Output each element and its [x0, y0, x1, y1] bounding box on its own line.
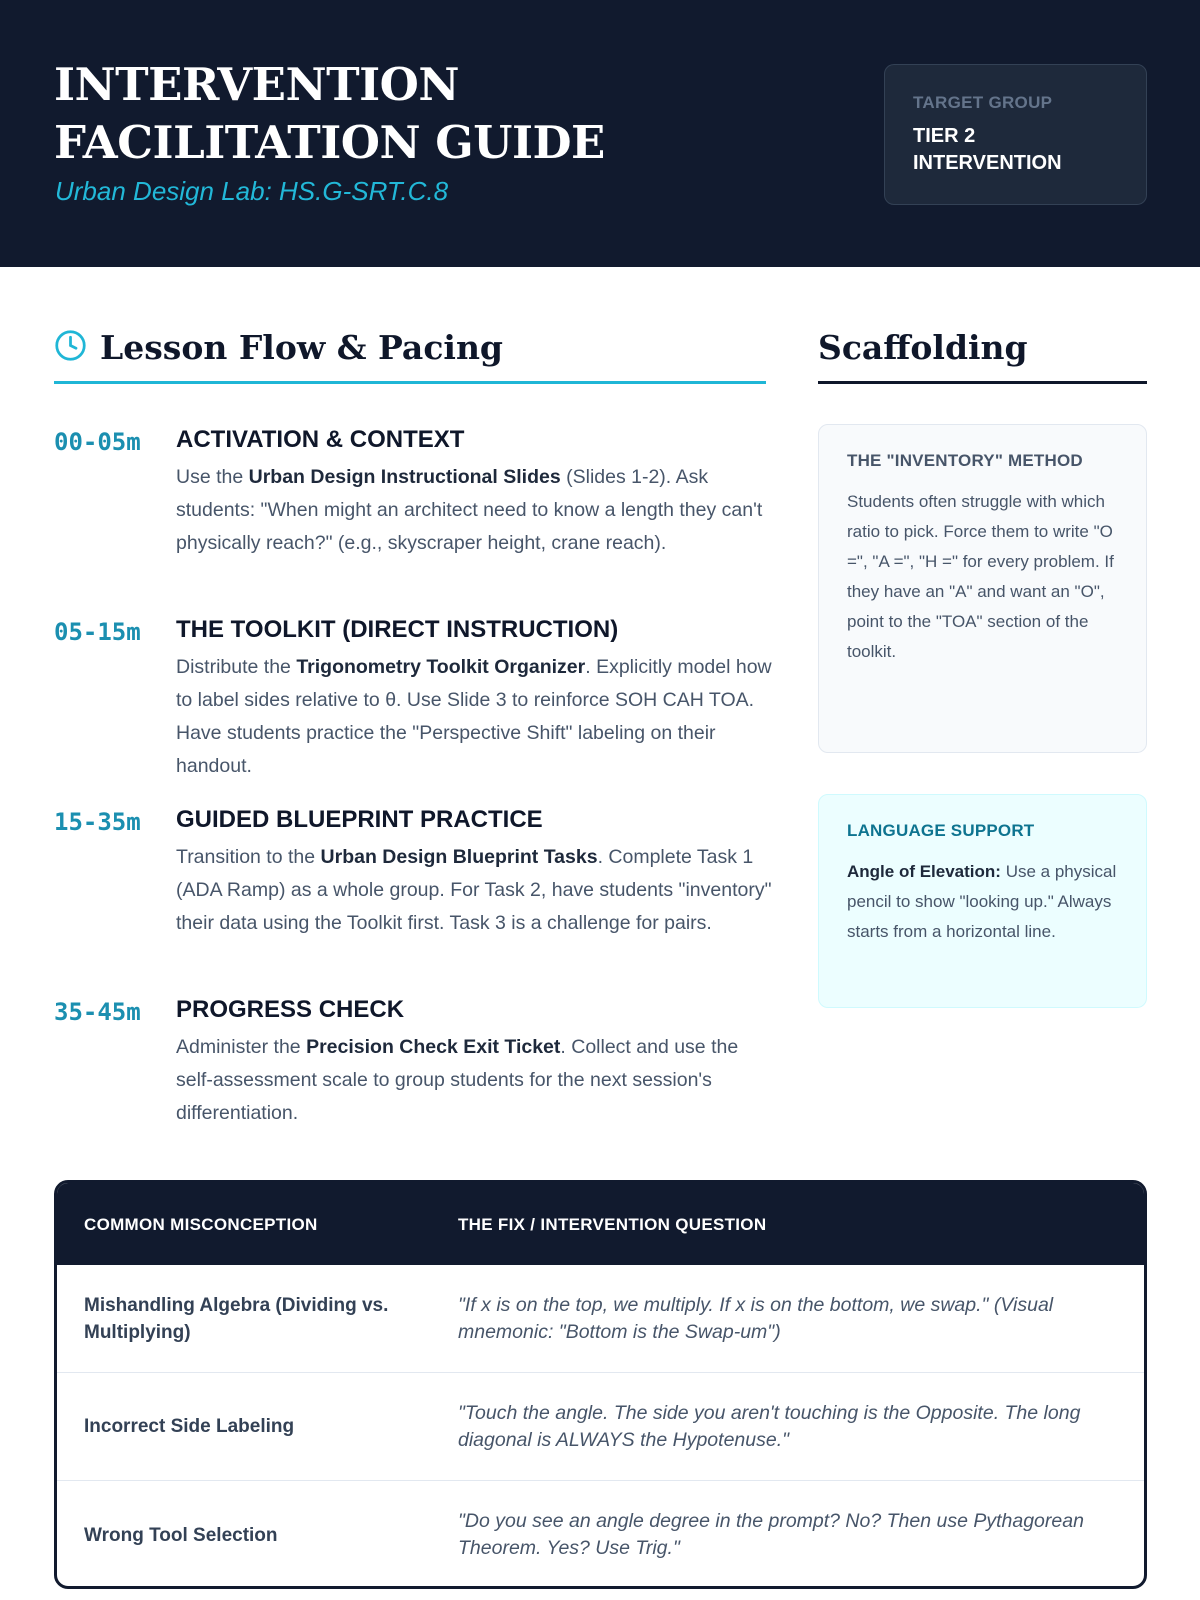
phase-description: Use the Urban Design Instructional Slides (Slides 1-2). Ask students: "When might an architect need to know a length they can't physically reach?" (e.g., skyscraper height, crane reach). [176, 466, 763, 554]
phase-title: GUIDED BLUEPRINT PRACTICE [176, 806, 543, 833]
target-group-value: TIER 2 INTERVENTION [913, 125, 1062, 174]
fix-cell: "If x is on the top, we multiply. If x is on the bottom, we swap." (Visual mnemonic: "Bottom is the Swap-um") [458, 1293, 1054, 1343]
page-header [0, 0, 1200, 267]
page-subtitle: Urban Design Lab: HS.G-SRT.C.8 [55, 176, 449, 206]
misconception-cell: Incorrect Side Labeling [84, 1416, 295, 1437]
misconception-cell: Mishandling Algebra (Dividing vs. Multiplying) [84, 1294, 389, 1343]
inventory-method-body: Students often struggle with which ratio to pick. Force them to write "O =", "A =", "H =" for every problem. If they have an "A" and want an "O", point to the "TOA" section of the toolkit. [847, 492, 1114, 661]
language-support-card [818, 794, 1147, 1008]
inventory-method-label: THE "INVENTORY" METHOD [847, 451, 1083, 470]
misconception-cell: Wrong Tool Selection [84, 1524, 278, 1546]
language-support-body: Angle of Elevation: Use a physical pencil to show "looking up." Always starts from a horizontal line. [847, 862, 1117, 941]
inventory-method-card [818, 424, 1147, 753]
misconception-table [54, 1180, 1147, 1589]
table-row [57, 1481, 1144, 1589]
phase-description: Distribute the Trigonometry Toolkit Organizer. Explicitly model how to label sides relative to θ. Use Slide 3 to reinforce SOH CAH TOA. Have students practice the "Perspective Shift" labeling on their handout. [176, 656, 772, 777]
page-title: INTERVENTION FACILITATION GUIDE [54, 58, 605, 169]
column-header-misconception: COMMON MISCONCEPTION [84, 1215, 318, 1234]
table-row [57, 1373, 1144, 1481]
phase-description: Transition to the Urban Design Blueprint Tasks. Complete Task 1 (ADA Ramp) as a whole group. For Task 2, have students "inventory" their data using the Toolkit first. Task 3 is a challenge for pairs. [176, 846, 772, 934]
fix-cell: "Do you see an angle degree in the prompt? No? Then use Pythagorean Theorem. Yes? Use Trig." [458, 1510, 1084, 1559]
fix-cell: "Touch the angle. The side you aren't touching is the Opposite. The long diagonal is ALWAYS the Hypotenuse." [458, 1401, 1081, 1451]
clock-icon [54, 329, 87, 362]
phase-title: PROGRESS CHECK [176, 996, 405, 1023]
phase-title: ACTIVATION & CONTEXT [176, 426, 465, 453]
target-group-card [884, 64, 1147, 205]
time-code: 35-45m [54, 998, 141, 1026]
scaffolding-title: Scaffolding [818, 328, 1028, 367]
target-group-label: TARGET GROUP [913, 93, 1053, 112]
phase-title: THE TOOLKIT (DIRECT INSTRUCTION) [176, 616, 619, 643]
column-header-fix: THE FIX / INTERVENTION QUESTION [458, 1215, 767, 1234]
time-code: 00-05m [54, 428, 141, 456]
time-code: 05-15m [54, 618, 141, 646]
lesson-flow-title: Lesson Flow & Pacing [100, 328, 504, 367]
phase-description: Administer the Precision Check Exit Ticket. Collect and use the self-assessment scale to group students for the next session's differentiation. [176, 1036, 739, 1124]
language-support-label: LANGUAGE SUPPORT [847, 821, 1035, 840]
table-row [57, 1265, 1144, 1373]
scaffolding-heading [818, 320, 1147, 384]
time-code: 15-35m [54, 808, 141, 836]
table-header [57, 1183, 1144, 1265]
lesson-flow-heading [54, 320, 766, 384]
